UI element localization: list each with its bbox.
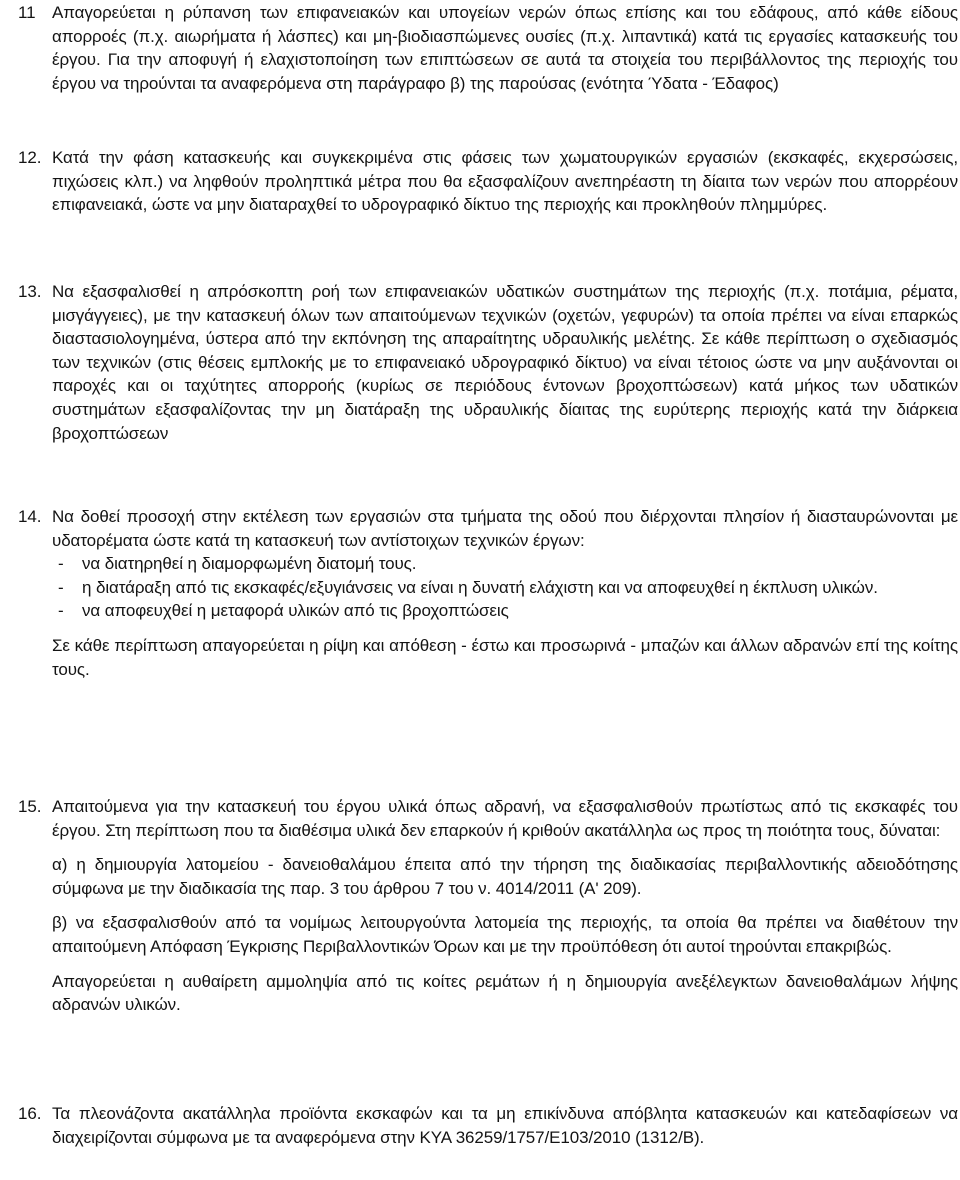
item-text: Να δοθεί προσοχή στην εκτέλεση των εργασιών στα τμήματα της οδού που διέρχονται πλησίον ή διασταυρώνονται με υδατορέματα ώστε κατά τη κατασκευή των αντίστοιχων τεχνικών έργων: bbox=[52, 507, 958, 550]
item-number: 12. bbox=[18, 148, 42, 167]
list-item: - η διατάραξη από τις εκσκαφές/εξυγιάνσεις να είναι η δυνατή ελάχιστη και να αποφευχθεί η έκπλυση υλικών. bbox=[58, 577, 878, 597]
paragraph-12 bbox=[0, 146, 958, 217]
item-text: Κατά την φάση κατασκευής και συγκεκριμένα στις φάσεις των χωματουργικών εργασιών (εκσκαφές, εκχερσώσεις, πιχώσεις κλπ.) να ληφθούν προληπτικά μέτρα που θα εξασφαλίζουν ανεπηρέαστη τη δίαιτα των νερών που απορρέουν επιφανειακά, ώστε να μην διαταραχθεί το υδρογραφικό δίκτυο της περιοχής και προκληθούν πλημμύρες. bbox=[52, 148, 958, 215]
item-text: Να εξασφαλισθεί η απρόσκοπτη ροή των επιφανειακών υδατικών συστημάτων της περιοχής (π.χ. ποτάμια, ρέματα, μισγάγγειες), με την κατασκευή όλων των απαιτούμενων τεχνικών (οχετών, γεφυρών) τα οποία πρέπει να είναι επαρκώς διαστασιολογημένα, ύστερα από την εκπόνηση της απαραίτητης υδραυλικής μελέτης. Σε κάθε περίπτωση ο σχεδιασμός των τεχνικών (στις θέσεις εμπλοκής με το επιφανειακό υδρογραφικό δίκτυο) να είναι τέτοιος ώστε να μην αυξάνονται οι παροχές και οι ταχύτητες απορροής (κυρίως σε περιόδους έντονων βροχοπτώσεων) κατά μήκος των υδατικών συστημάτων εξασφαλίζοντας την μη διατάραξη της υδραυλικής δίαιτας της ευρύτερης περιοχής κατά την διάρκεια βροχοπτώσεων bbox=[52, 282, 958, 443]
paragraph-16 bbox=[0, 1102, 958, 1149]
item-text: Τα πλεονάζοντα ακατάλληλα προϊόντα εκσκαφών και τα μη επικίνδυνα απόβλητα κατασκευών και κατεδαφίσεων να διαχειρίζονται σύμφωνα με τα αναφερόμενα στην ΚΥΑ 36259/1757/Ε103/2010 (1312/Β). bbox=[52, 1104, 958, 1147]
bullet-list bbox=[0, 552, 958, 623]
list-item: - να αποφευχθεί η μεταφορά υλικών από τις βροχοπτώσεις bbox=[58, 601, 509, 621]
sub-item-a: α) η δημιουργία λατομείου - δανειοθαλάμου έπειτα από την τήρηση της διαδικασίας περιβαλλοντικής αδειοδότησης σύμφωνα με την διαδικασία της παρ. 3 του άρθρου 7 του ν. 4014/2011 (Α' 209). bbox=[52, 855, 958, 898]
closing-text: Σε κάθε περίπτωση απαγορεύεται η ρίψη και απόθεση - έστω και προσωρινά - μπαζών και άλλων αδρανών επί της κοίτης τους. bbox=[52, 635, 958, 679]
paragraph-14 bbox=[0, 505, 958, 681]
paragraph-15 bbox=[0, 795, 958, 1017]
item-number: 16. bbox=[18, 1104, 42, 1123]
item-number: 14. bbox=[18, 507, 42, 526]
item-number: 13. bbox=[18, 282, 42, 301]
item-number: 15. bbox=[18, 797, 42, 816]
item-number: 11 bbox=[18, 3, 36, 22]
list-item: - να διατηρηθεί η διαμορφωμένη διατομή τους. bbox=[58, 554, 417, 574]
item-text: Απαιτούμενα για την κατασκευή του έργου υλικά όπως αδρανή, να εξασφαλισθούν πρωτίστως από τις εκσκαφές του έργου. Στη περίπτωση που τα διαθέσιμα υλικά δεν επαρκούν ή κριθούν ακατάλληλα ως προς τη ποιότητα τους, δύναται: bbox=[52, 797, 958, 840]
sub-item-b: β) να εξασφαλισθούν από τα νομίμως λειτουργούντα λατομεία της περιοχής, τα οποία θα πρέπει να διαθέτουν την απαιτούμενη Απόφαση Έγκρισης Περιβαλλοντικών Όρων και με την προϋπόθεση ότι αυτοί τηρούνται επακριβώς. bbox=[52, 913, 958, 956]
item-text: Απαγορεύεται η ρύπανση των επιφανειακών και υπογείων νερών όπως επίσης και του εδάφους, από κάθε είδους απορροές (π.χ. αιωρήματα ή λάσπες) και μη-βιοδιασπώμενες ουσίες (π.χ. λιπαντικά) κατά τις εργασίες κατασκευής του έργου. Για την αποφυγή ή ελαχιστοποίηση των επιπτώσεων σε αυτά τα στοιχεία του περιβάλλοντος της περιοχής του έργου να τηρούνται τα αναφερόμενα στη παράγραφο β) της παρούσας (ενότητα Ύδατα - Έδαφος) bbox=[52, 3, 958, 93]
paragraph-11 bbox=[0, 1, 958, 95]
paragraph-13 bbox=[0, 280, 958, 445]
closing-text: Απαγορεύεται η αυθαίρετη αμμοληψία από τις κοίτες ρεμάτων ή η δημιουργία ανεξέλεγκτων δανειοθαλάμων λήψης αδρανών υλικών. bbox=[52, 971, 958, 1015]
